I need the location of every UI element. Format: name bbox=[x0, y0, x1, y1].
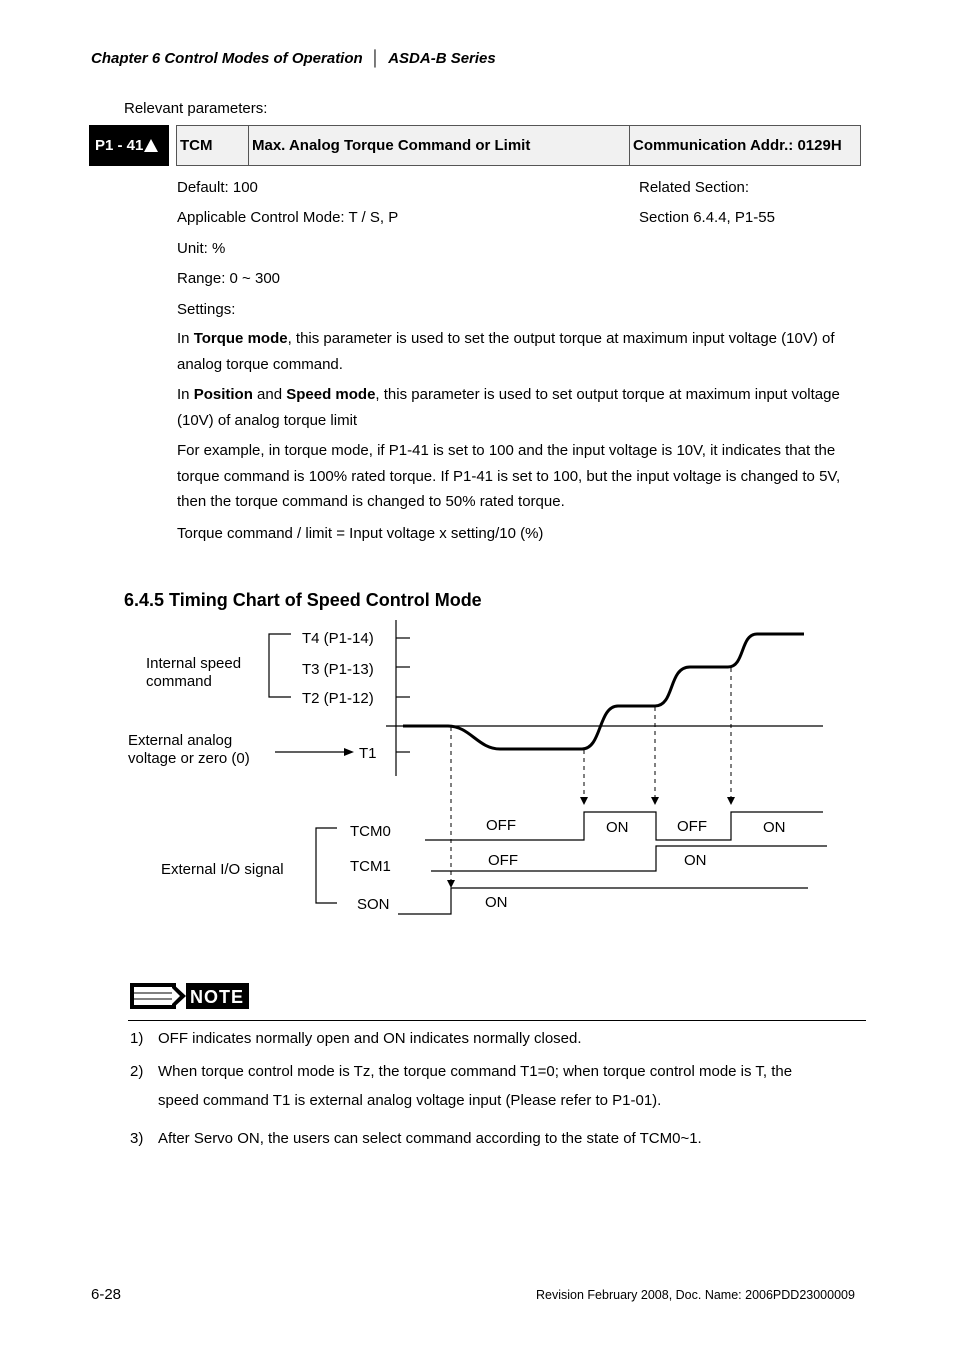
note-divider bbox=[128, 1020, 866, 1021]
note-label: NOTE bbox=[190, 987, 245, 1007]
label-ext-io: External I/O signal bbox=[161, 861, 284, 878]
label-internal-speed-1: Internal speed bbox=[146, 655, 242, 672]
label-tcm1: TCM1 bbox=[350, 858, 391, 875]
tcm0-state-off-1: OFF bbox=[486, 817, 516, 834]
param-id: P1 - 41 bbox=[95, 137, 144, 154]
label-internal-speed-2: command bbox=[146, 673, 212, 690]
range: Range: 0 ~ 300 bbox=[177, 270, 281, 287]
control-mode: Applicable Control Mode: T / S, P bbox=[177, 209, 399, 226]
note-item-1-num: 1) bbox=[130, 1030, 144, 1047]
header-separator: │ bbox=[366, 50, 385, 67]
label-t3: T3 (P1-13) bbox=[302, 661, 374, 678]
p1-bold: Torque mode bbox=[193, 330, 288, 347]
relevant-parameters-label: Relevant parameters: bbox=[124, 100, 268, 117]
note-item-2-num: 2) bbox=[130, 1063, 144, 1080]
tcm0-state-on-1: ON bbox=[606, 819, 629, 836]
section-title: 6.4.5 Timing Chart of Speed Control Mode bbox=[124, 590, 482, 610]
settings-label: Settings: bbox=[177, 301, 236, 318]
label-son: SON bbox=[357, 896, 390, 913]
paragraph-example: For example, in torque mode, if P1-41 is set to 100 and the input voltage is 10V, it indicates that the torque command is 100% rated torque. If P1-41 is set to 100, but the input voltage is changed to 5V, then the torque command is changed to 50% rated torque. bbox=[177, 442, 841, 510]
revision-info: Revision February 2008, Doc. Name: 2006PDD23000009 bbox=[536, 1288, 855, 1302]
tcm1-state-off: OFF bbox=[488, 852, 518, 869]
note-item-2-text-cont: speed command T1 is external analog voltage input (Please refer to P1-01). bbox=[158, 1092, 662, 1109]
p2-bold-speed: Speed mode bbox=[286, 386, 376, 403]
related-section-value: Section 6.4.4, P1-55 bbox=[639, 209, 775, 226]
related-section-label: Related Section: bbox=[639, 179, 750, 196]
tcm0-state-on-2: ON bbox=[763, 819, 786, 836]
param-address: Communication Addr.: 0129H bbox=[629, 125, 861, 166]
p1-prefix: In bbox=[177, 330, 194, 347]
param-name: TCM bbox=[176, 125, 249, 166]
note-item-1-text: OFF indicates normally open and ON indicates normally closed. bbox=[158, 1030, 582, 1047]
formula: Torque command / limit = Input voltage x setting/10 (%) bbox=[177, 525, 544, 542]
p1-rest: , this parameter is used to set the output torque at maximum input voltage (10V) of analog torque command. bbox=[177, 330, 835, 373]
header-series: ASDA-B Series bbox=[388, 50, 496, 67]
note-item-2-text: When torque control mode is Tz, the torque command T1=0; when torque control mode is T, the bbox=[158, 1063, 793, 1080]
label-ext-analog-2: voltage or zero (0) bbox=[128, 750, 250, 767]
son-state-on: ON bbox=[485, 894, 508, 911]
unit: Unit: % bbox=[177, 240, 226, 257]
label-t4: T4 (P1-14) bbox=[302, 630, 374, 647]
label-t2: T2 (P1-12) bbox=[302, 690, 374, 707]
label-ext-analog-1: External analog bbox=[128, 732, 233, 749]
tcm1-state-on: ON bbox=[684, 852, 707, 869]
header-chapter: Chapter 6 Control Modes of Operation bbox=[91, 50, 363, 67]
tcm0-state-off-2: OFF bbox=[677, 818, 707, 835]
default-value: Default: 100 bbox=[177, 179, 258, 196]
note-item-3-num: 3) bbox=[130, 1130, 144, 1147]
note-item-3-text: After Servo ON, the users can select command according to the state of TCM0~1. bbox=[158, 1130, 702, 1147]
p2-rest: , this parameter is used to set output torque at maximum input voltage (10V) of analog torque limit bbox=[177, 386, 840, 429]
note-icon bbox=[130, 983, 249, 1009]
label-t1: T1 bbox=[359, 745, 377, 762]
p2-and: and bbox=[252, 386, 287, 403]
speed-waveform bbox=[403, 634, 804, 749]
param-description: Max. Analog Torque Command or Limit bbox=[249, 125, 630, 166]
label-tcm0: TCM0 bbox=[350, 823, 391, 840]
son-signal bbox=[398, 888, 808, 914]
page-number: 6-28 bbox=[91, 1286, 122, 1303]
p2-bold-position: Position bbox=[193, 386, 253, 403]
p2-prefix: In bbox=[177, 386, 194, 403]
